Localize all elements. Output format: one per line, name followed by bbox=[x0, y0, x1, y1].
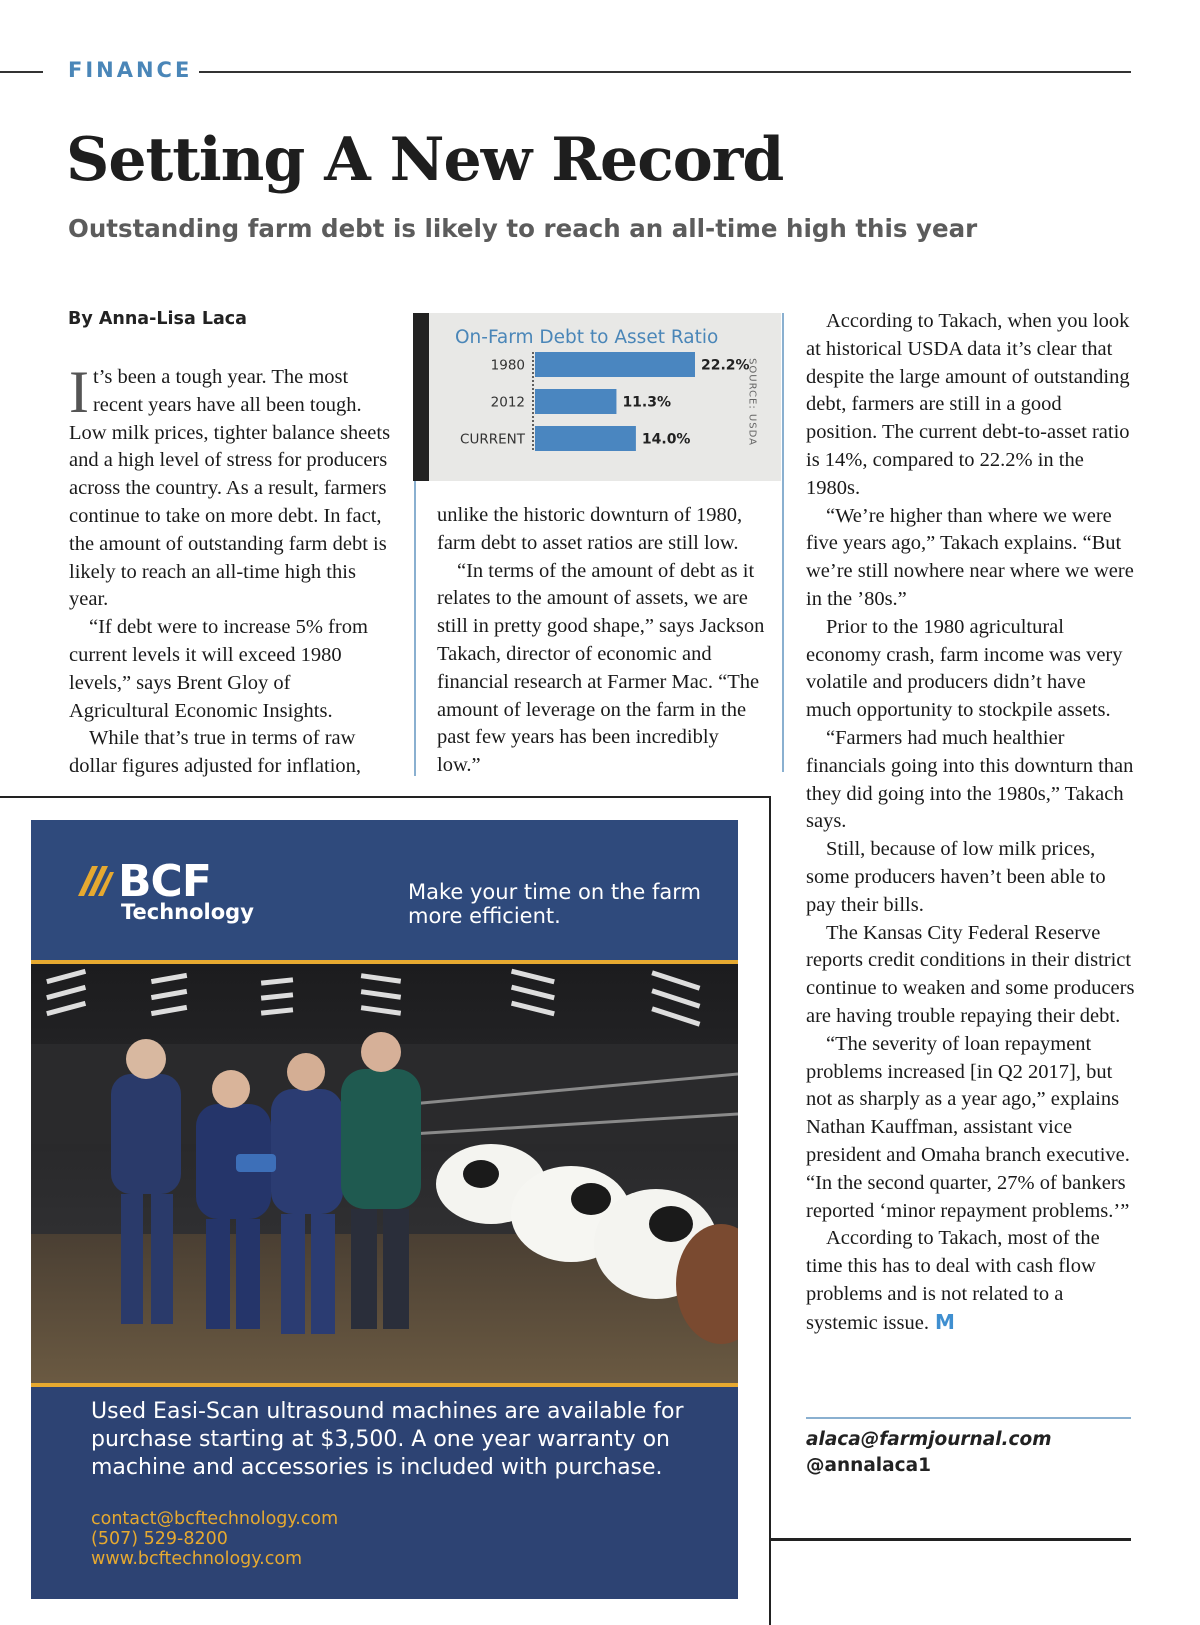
chart-title: On-Farm Debt to Asset Ratio bbox=[455, 327, 719, 348]
paragraph: According to Takach, when you look at historical USDA data it’s clear that despite the large amount of outstanding debt, farmers are still in a good position. The current debt-to-asset ratio is 14%, compared to 22.2% in the 1980s. bbox=[806, 310, 1130, 499]
paragraph: While that’s true in terms of raw dollar figures adjusted for inflation, bbox=[69, 727, 362, 778]
chart-value-label: 14.0% bbox=[641, 431, 691, 448]
bcf-advertisement[interactable] bbox=[31, 820, 738, 1599]
ad-brand-name: BCF bbox=[118, 856, 211, 907]
paragraph: Prior to the 1980 agricultural economy crash, farm income was very volatile and producers didn’t have much opportunity to stockpile assets. bbox=[806, 615, 1123, 722]
barn-photo bbox=[31, 964, 738, 1385]
chart-bar bbox=[535, 352, 695, 377]
ad-frame-top bbox=[0, 796, 771, 798]
paragraph-text: t’s been a tough year. The most recent years have all been tough. Low milk prices, tighter balance sheets and a high level of stress for producers across the country. As a result, farmers continue to take on more debt. In fact, the amount of outstanding farm debt is likely to reach an all-time high this year. bbox=[69, 366, 391, 611]
column-divider bbox=[782, 313, 784, 772]
ad-phone[interactable]: (507) 529-8200 bbox=[91, 1529, 228, 1549]
ad-body-copy: Used Easi-Scan ultrasound machines are available for purchase starting at $3,500. A one year warranty on machine and accessories is included with purchase. bbox=[91, 1399, 684, 1480]
ad-email-link[interactable]: contact@bcftechnology.com bbox=[91, 1509, 339, 1529]
chart-category-label: 2012 bbox=[490, 394, 525, 411]
paragraph-text: According to Takach, most of the time this has to deal with cash flow problems and is not related to a systemic issue. bbox=[806, 1227, 1100, 1334]
chart-category-label: CURRENT bbox=[460, 431, 525, 448]
ad-header bbox=[31, 820, 738, 961]
paragraph: “If debt were to increase 5% from current levels it will exceed 1980 levels,” says Brent Gloy of Agricultural Economic Insights. bbox=[69, 616, 368, 722]
debt-ratio-bar-chart bbox=[413, 313, 781, 481]
bcf-logo-mark-icon bbox=[76, 864, 114, 900]
byline: By Anna-Lisa Laca bbox=[68, 309, 247, 329]
paragraph: “In terms of the amount of debt as it relates to the amount of assets, we are still in pretty good shape,” says Jackson Takach, director of economic and financial research at Farmer Mac. “The amount of leverage on the farm in the past few years has been incredibly low.” bbox=[437, 559, 765, 777]
ad-website-link[interactable]: www.bcftechnology.com bbox=[91, 1549, 303, 1569]
chart-source: SOURCE: USDA bbox=[746, 358, 758, 446]
paragraph: The Kansas City Federal Reserve reports credit conditions in their district continue to weaken and some producers are having trouble repaying their debt. bbox=[806, 921, 1135, 1027]
paragraph bbox=[806, 1225, 1136, 1337]
paragraph bbox=[69, 359, 394, 614]
end-mark: M bbox=[935, 1309, 955, 1334]
deck: Outstanding farm debt is likely to reach an all-time high this year bbox=[68, 214, 978, 243]
signature-rule bbox=[806, 1417, 1131, 1419]
author-handle[interactable]: @annalaca1 bbox=[806, 1455, 931, 1476]
chart-bar bbox=[535, 389, 616, 414]
paragraph: “Farmers had much healthier financials going into this downturn than they did going into the 1980s,” Takach says. bbox=[806, 726, 1134, 833]
barn-scene-illustration bbox=[31, 964, 738, 1385]
drop-cap: I bbox=[69, 359, 89, 425]
chart-value-label: 11.3% bbox=[622, 394, 672, 411]
section-rule-left bbox=[0, 71, 43, 73]
article-column-1 bbox=[69, 359, 394, 781]
section-rule-right bbox=[199, 71, 1131, 73]
section-label: FINANCE bbox=[68, 58, 193, 82]
chart-value-label: 22.2% bbox=[701, 357, 750, 374]
ad-tagline: Make your time on the farm more efficient. bbox=[408, 880, 701, 928]
paragraph: unlike the historic downturn of 1980, farm debt to asset ratios are still low. bbox=[437, 504, 743, 554]
chart-category-label: 1980 bbox=[490, 357, 525, 374]
ad-gold-stripe bbox=[31, 1383, 738, 1387]
article-column-3 bbox=[806, 308, 1136, 1337]
paragraph: “The severity of loan repayment problems increased [in Q2 2017], but not as sharply as a year ago,” explains Nathan Kauffman, assistant vice president and Omaha branch executive. “In the second quarter, 27% of bankers reported ‘minor repayment problems.’” bbox=[806, 1032, 1130, 1222]
headline: Setting A New Record bbox=[66, 125, 784, 195]
paragraph: Still, because of low milk prices, some producers haven’t been able to pay their bills. bbox=[806, 838, 1106, 916]
ad-brand-sub: Technology bbox=[121, 900, 254, 924]
chart-bar bbox=[535, 426, 636, 451]
ad-frame-right bbox=[769, 796, 771, 1625]
author-email[interactable]: alaca@farmjournal.com bbox=[806, 1429, 1052, 1450]
bottom-rule bbox=[769, 1538, 1131, 1541]
article-column-2 bbox=[437, 502, 767, 780]
paragraph: “We’re higher than where we were five years ago,” Takach explains. “But we’re still nowhere near where we were in the ’80s.” bbox=[806, 504, 1134, 610]
